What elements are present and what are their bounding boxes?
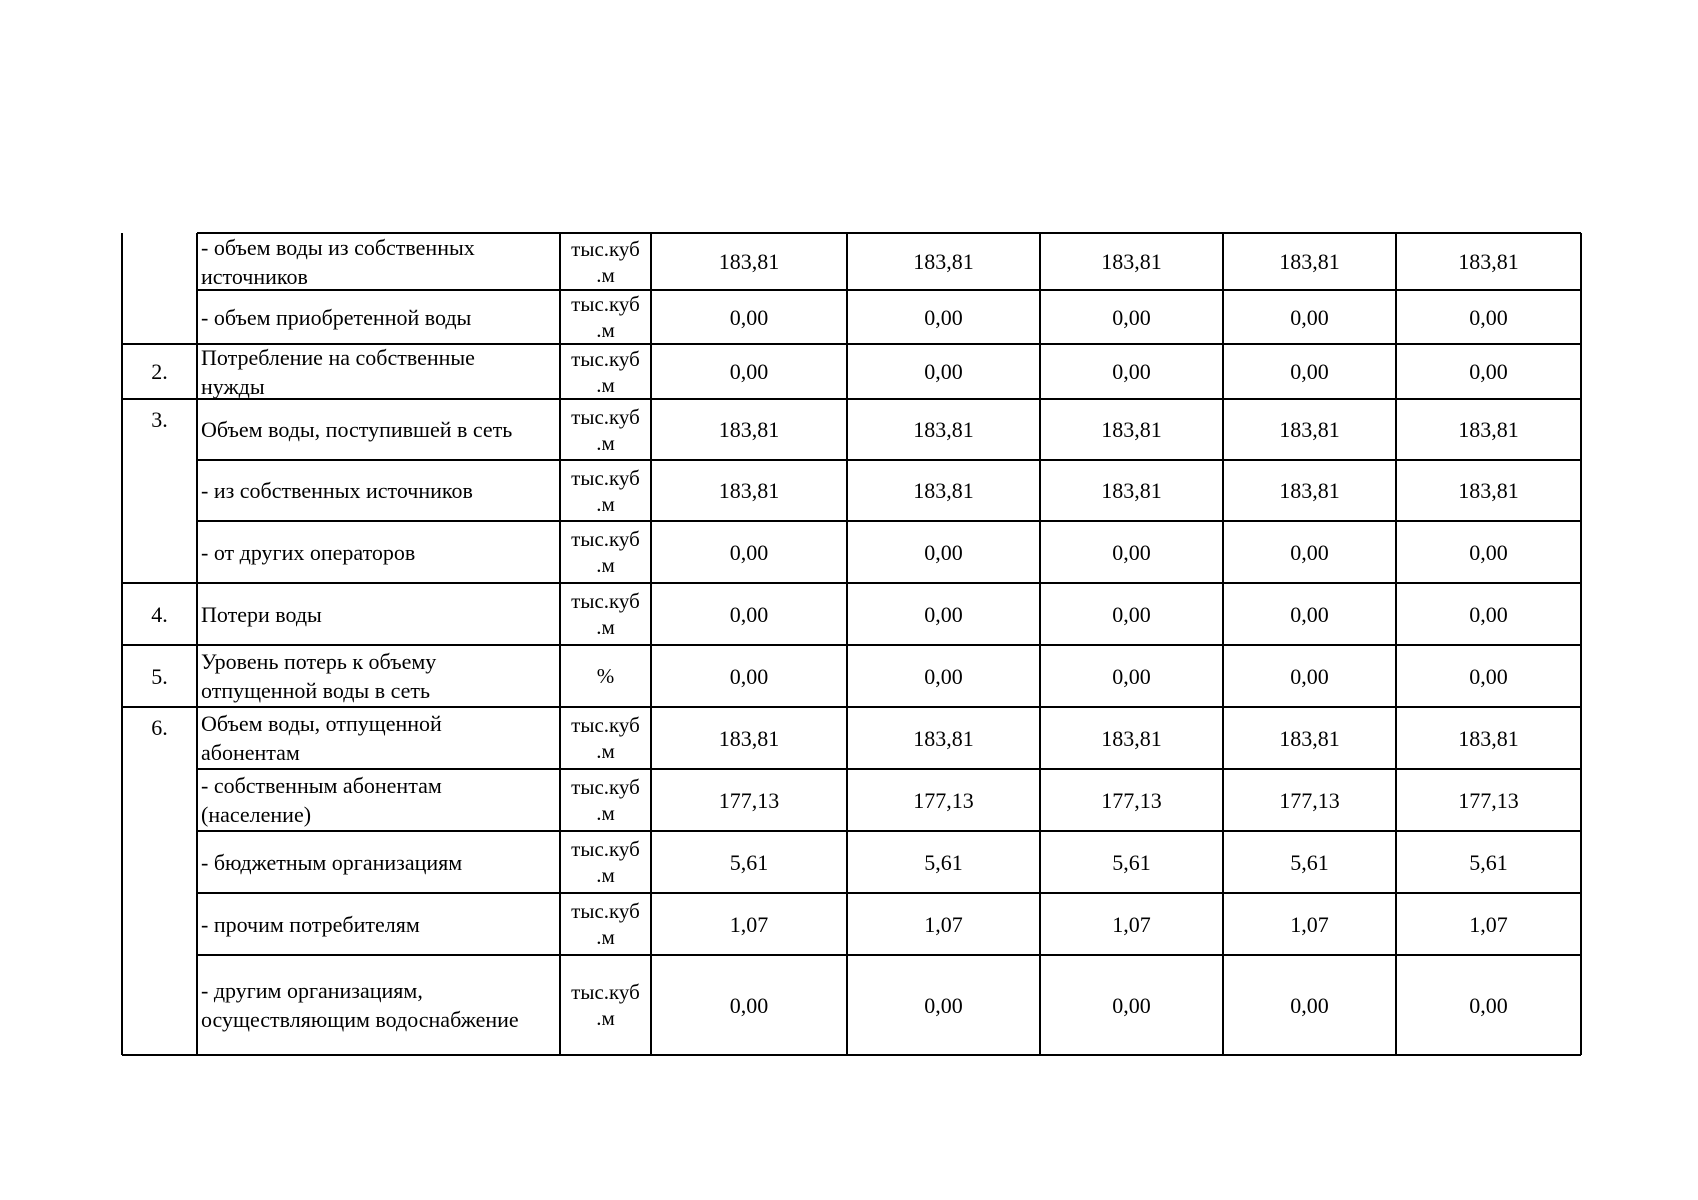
row-index: 4.	[151, 601, 168, 627]
row-unit: тыс.куб .м	[571, 899, 640, 949]
table-cell-value: 177,13	[1458, 787, 1519, 813]
table-cell-value: 0,00	[1112, 304, 1151, 330]
table-cell-value: 183,81	[1101, 725, 1162, 751]
row-label: Объем воды, отпущенной абонентам	[201, 711, 442, 765]
table-cell-value: 183,81	[1279, 417, 1340, 442]
table-cell-value: 183,81	[1458, 725, 1519, 751]
table-cell-value: 0,00	[1290, 304, 1329, 330]
row-unit: тыс.куб .м	[571, 346, 640, 397]
table-cell-value: 183,81	[1101, 417, 1162, 442]
table-cell-value: 183,81	[1279, 478, 1340, 503]
row-index: 3.	[151, 407, 168, 432]
row-label: - прочим потребителям	[201, 911, 420, 937]
row-unit: тыс.куб .м	[571, 404, 640, 455]
table-cell-value: 183,81	[913, 478, 974, 503]
row-unit: тыс.куб .м	[571, 980, 640, 1030]
table-cell-value: 177,13	[1279, 787, 1340, 813]
table-cell-value: 183,81	[1279, 249, 1340, 274]
row-label: - объем воды из собственных источников	[201, 234, 475, 289]
row-index: 6.	[151, 715, 168, 740]
table-cell-value: 0,00	[1469, 992, 1508, 1018]
table-cell-value: 183,81	[913, 725, 974, 751]
row-label: - другим организациям, осуществляющим водоснабжение	[201, 978, 519, 1032]
table-cell-value: 183,81	[1458, 249, 1519, 274]
table-cell-value: 1,07	[924, 911, 963, 937]
table-cell-value: 0,00	[1290, 539, 1329, 565]
row-unit: тыс.куб .м	[571, 236, 640, 287]
table-cell-value: 0,00	[1290, 601, 1329, 627]
table-cell-value: 0,00	[1290, 663, 1329, 689]
table-cell-value: 0,00	[924, 992, 963, 1018]
table-cell-value: 0,00	[1112, 359, 1151, 384]
table-cell-value: 183,81	[1458, 478, 1519, 503]
table-cell-value: 0,00	[1112, 539, 1151, 565]
row-label: Уровень потерь к объему отпущенной воды в сеть	[201, 649, 437, 703]
table-cell-value: 0,00	[924, 539, 963, 565]
table-cell-value: 183,81	[718, 249, 780, 274]
table-cell-value: 183,81	[1101, 478, 1162, 503]
table-cell-value: 0,00	[924, 359, 963, 384]
table-cell-value: 1,07	[1469, 911, 1508, 937]
table-cell-value: 0,00	[729, 539, 769, 565]
table-cell-value: 5,61	[1469, 849, 1508, 875]
table-cell-value: 5,61	[729, 849, 769, 875]
row-label: - объем приобретенной воды	[201, 304, 472, 330]
table-cell-value: 5,61	[924, 849, 963, 875]
table-cell-value: 0,00	[1290, 359, 1329, 384]
table-cell-value: 0,00	[729, 601, 769, 627]
row-unit: тыс.куб .м	[571, 589, 640, 639]
table-cell-value: 0,00	[1112, 992, 1151, 1018]
row-unit: %	[596, 664, 615, 688]
table-cell-value: 0,00	[1112, 663, 1151, 689]
table-cell-value: 0,00	[1469, 663, 1508, 689]
table-cell-value: 177,13	[913, 787, 974, 813]
row-label: - из собственных источников	[201, 478, 473, 503]
table-cell-value: 0,00	[924, 601, 963, 627]
table-cell-value: 183,81	[1458, 417, 1519, 442]
table-cell-value: 183,81	[1279, 725, 1340, 751]
table-cell-value: 0,00	[924, 663, 963, 689]
table-cell-value: 183,81	[913, 249, 974, 274]
row-label: - от других операторов	[201, 539, 416, 565]
table-cell-value: 183,81	[913, 417, 974, 442]
table-cell-value: 1,07	[729, 911, 769, 937]
data-table	[122, 233, 1584, 1054]
row-unit: тыс.куб .м	[571, 837, 640, 887]
table-cell-value: 0,00	[924, 304, 963, 330]
table-cell-value: 1,07	[1290, 911, 1329, 937]
table-cell-value: 0,00	[729, 992, 769, 1018]
row-index: 5.	[151, 663, 168, 689]
table-cell-value: 0,00	[729, 663, 769, 689]
table-cell-value: 5,61	[1290, 849, 1329, 875]
row-label: - бюджетным организациям	[201, 849, 463, 875]
table-cell-value: 1,07	[1112, 911, 1151, 937]
table-cell-value: 5,61	[1112, 849, 1151, 875]
row-unit: тыс.куб .м	[571, 713, 640, 763]
table-cell-value: 177,13	[718, 787, 780, 813]
row-label: Объем воды, поступившей в сеть	[201, 417, 513, 442]
table-cell-value: 0,00	[1469, 601, 1508, 627]
table-cell-value: 0,00	[729, 304, 769, 330]
table-cell-value: 0,00	[1290, 992, 1329, 1018]
row-index: 2.	[151, 359, 168, 384]
row-unit: тыс.куб .м	[571, 292, 640, 342]
table-cell-value: 0,00	[1469, 304, 1508, 330]
row-unit: тыс.куб .м	[571, 527, 640, 577]
row-unit: тыс.куб .м	[571, 465, 640, 516]
row-label: Потери воды	[201, 601, 322, 627]
table-cell-value: 0,00	[729, 359, 769, 384]
table-cell-value: 183,81	[1101, 249, 1162, 274]
table-cell-value: 177,13	[1101, 787, 1162, 813]
row-unit: тыс.куб .м	[571, 775, 640, 825]
table-cell-value: 0,00	[1469, 539, 1508, 565]
table-cell-value: 183,81	[718, 725, 780, 751]
table-cell-value: 0,00	[1112, 601, 1151, 627]
row-label: - собственным абонентам (население)	[201, 773, 442, 827]
row-label: Потребление на собственные нужды	[201, 344, 475, 399]
table-cell-value: 183,81	[718, 417, 780, 442]
table-cell-value: 0,00	[1469, 359, 1508, 384]
table-cell-value: 183,81	[718, 478, 780, 503]
